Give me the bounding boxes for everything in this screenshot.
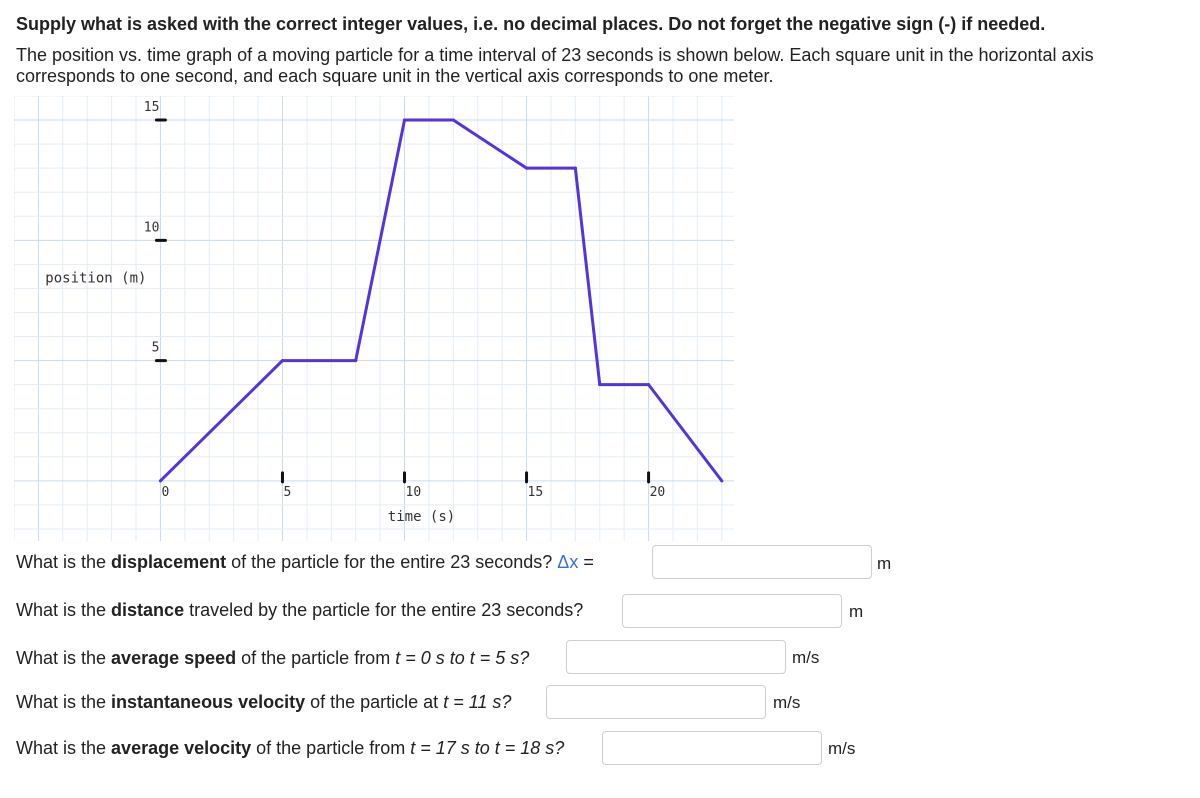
instantaneous-velocity-answer-input[interactable] bbox=[546, 685, 766, 719]
question-math: t = 0 s to t = 5 s? bbox=[395, 648, 530, 668]
question-keyword: instantaneous velocity bbox=[111, 692, 306, 712]
question-displacement bbox=[16, 550, 594, 574]
y-axis-label: position (m) bbox=[45, 270, 147, 287]
question-text: traveled by the particle for the entire 23 seconds? bbox=[184, 600, 584, 620]
data-point bbox=[598, 383, 601, 386]
average-velocity-answer-input[interactable] bbox=[602, 731, 822, 765]
problem-text: The position vs. time graph of a moving particle for a time interval of 23 seconds is shown below. Each square unit in the horizontal axis corresponds to one second, and each square unit in the vertical axis corresponds to one meter. bbox=[16, 45, 1094, 86]
distance-unit: m bbox=[849, 602, 864, 621]
delta-symbol: Δ bbox=[557, 552, 570, 572]
question-text: What is the bbox=[16, 600, 112, 620]
question-keyword: average velocity bbox=[111, 738, 252, 758]
question-math: t = 17 s to t = 18 s? bbox=[410, 738, 565, 758]
y-tick-label: 15 bbox=[143, 100, 160, 116]
instantaneous-velocity-unit: m/s bbox=[773, 693, 801, 712]
data-point bbox=[574, 167, 577, 170]
question-text: What is the bbox=[16, 692, 112, 712]
question-average-velocity bbox=[16, 736, 564, 760]
question-text: What is the bbox=[16, 738, 112, 758]
data-point bbox=[452, 119, 455, 122]
chart-grid bbox=[14, 96, 734, 541]
data-point bbox=[720, 479, 723, 482]
series-segment bbox=[575, 168, 599, 384]
x-tick-label: 0 bbox=[161, 484, 170, 500]
question-text: of the particle at bbox=[305, 692, 444, 712]
x-symbol: x bbox=[569, 552, 579, 572]
question-math: t = 11 s? bbox=[443, 692, 512, 712]
equals-symbol: = bbox=[578, 552, 594, 572]
chart-labels bbox=[45, 270, 455, 525]
data-point bbox=[403, 119, 406, 122]
series-segment bbox=[160, 361, 282, 481]
x-axis-label: time (s) bbox=[387, 508, 456, 525]
position-time-chart bbox=[14, 96, 734, 541]
data-point bbox=[281, 359, 284, 362]
average-velocity-unit: m/s bbox=[828, 739, 856, 758]
average-speed-answer-input[interactable] bbox=[566, 640, 786, 674]
question-text: What is the bbox=[16, 552, 112, 572]
question-distance bbox=[16, 598, 583, 622]
question-text: of the particle from bbox=[251, 738, 411, 758]
question-instantaneous-velocity bbox=[16, 690, 511, 714]
displacement-unit: m bbox=[877, 554, 892, 573]
data-point bbox=[525, 167, 528, 170]
question-keyword: displacement bbox=[111, 552, 227, 572]
x-tick-label: 10 bbox=[405, 484, 422, 500]
y-tick-label: 10 bbox=[143, 220, 160, 236]
data-point bbox=[647, 383, 650, 386]
instructions-text: Supply what is asked with the correct integer values, i.e. no decimal places. Do not forget the negative sign (-) if needed. bbox=[16, 14, 1046, 34]
displacement-answer-input[interactable] bbox=[652, 545, 872, 579]
question-keyword: distance bbox=[111, 600, 185, 620]
question-text: What is the bbox=[16, 648, 112, 668]
y-tick-label: 5 bbox=[151, 340, 160, 356]
x-tick-label: 5 bbox=[283, 484, 292, 500]
x-tick-label: 20 bbox=[649, 484, 666, 500]
question-text: of the particle for the entire 23 seconds? bbox=[226, 552, 558, 572]
x-tick-label: 15 bbox=[527, 484, 544, 500]
question-keyword: average speed bbox=[111, 648, 237, 668]
distance-answer-input[interactable] bbox=[622, 594, 842, 628]
data-point bbox=[159, 479, 162, 482]
question-average-speed bbox=[16, 646, 529, 670]
chart-series bbox=[159, 119, 723, 483]
average-speed-unit: m/s bbox=[792, 648, 820, 667]
question-text: of the particle from bbox=[236, 648, 396, 668]
data-point bbox=[354, 359, 357, 362]
